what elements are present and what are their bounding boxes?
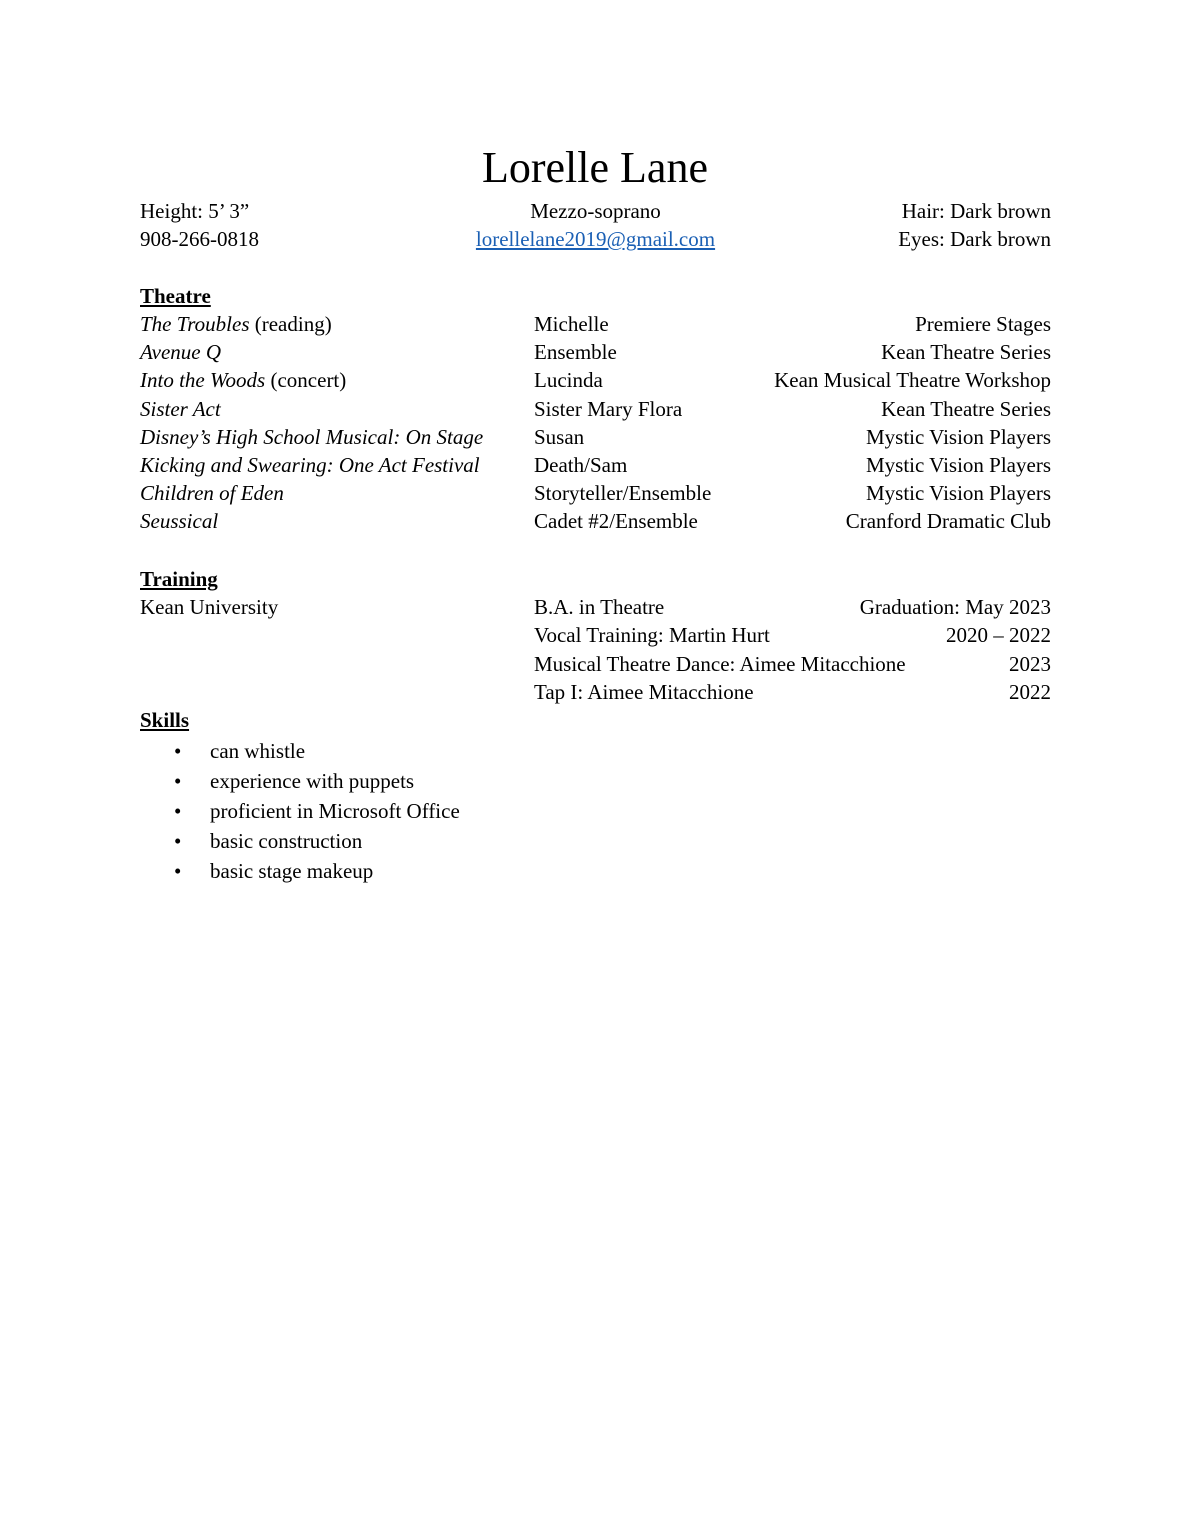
show-title-cell [140,366,346,394]
hair-text: Hair: Dark brown [901,199,1051,223]
phone-text: 908-266-0818 [140,227,259,251]
bullet-icon: • [174,859,182,883]
voice-type-text: Mezzo-soprano [530,199,661,223]
info-row-1 [140,197,1051,225]
role-cell: Lucinda [534,368,603,393]
date-cell: 2022 [1009,679,1051,704]
skill-item [140,736,460,766]
show-note: (concert) [265,368,347,393]
theatre-row [140,338,1051,366]
show-title-cell [140,310,332,338]
training-row [140,650,1051,678]
theatre-row [140,479,1051,507]
course-cell: Tap I: Aimee Mitacchione [534,679,754,704]
show-title: Avenue Q [140,340,222,365]
skills-list [140,736,460,886]
show-title-cell [140,451,480,479]
company-cell: Premiere Stages [915,312,1051,336]
role-cell: Storyteller/Ensemble [534,481,712,506]
skills-heading: Skills [140,708,190,732]
show-title: Seussical [140,509,219,534]
role-cell: Death/Sam [534,453,628,477]
info-row-2 [140,225,1051,253]
theatre-heading: Theatre [140,284,211,308]
theatre-row [140,366,1051,394]
show-title: Sister Act [140,396,221,421]
theatre-row [140,507,1051,535]
eyes-text: Eyes: Dark brown [898,227,1051,251]
date-cell: 2020 – 2022 [946,623,1051,648]
bullet-icon: • [174,769,182,793]
role-cell: Sister Mary Flora [534,396,683,421]
role-cell: Susan [534,424,585,449]
company-cell: Mystic Vision Players [865,453,1051,477]
company-cell: Kean Theatre Series [881,340,1051,365]
date-cell: 2023 [1009,651,1051,676]
company-cell: Mystic Vision Players [865,481,1051,506]
theatre-row [140,451,1051,479]
company-cell: Kean Musical Theatre Workshop [774,368,1051,393]
skill-text: can whistle [210,739,306,763]
skill-item [140,796,460,826]
theatre-row [140,395,1051,423]
skill-text: basic construction [210,829,363,853]
resume-name: Lorelle Lane [482,143,708,192]
company-cell: Mystic Vision Players [865,424,1051,449]
training-row [140,621,1051,649]
skill-item [140,826,460,856]
show-title: Kicking and Swearing: One Act Festival [140,453,480,477]
bullet-icon: • [174,739,182,763]
training-row [140,593,1051,621]
company-cell: Cranford Dramatic Club [845,509,1051,534]
course-cell: B.A. in Theatre [534,595,665,619]
theatre-row [140,310,1051,338]
date-cell: Graduation: May 2023 [859,595,1051,619]
email-link[interactable]: lorellelane2019@gmail.com [475,227,716,251]
height-text: Height: 5’ 3” [140,199,250,223]
show-title-cell [140,338,221,366]
role-cell: Cadet #2/Ensemble [534,509,698,534]
skill-text: proficient in Microsoft Office [210,799,460,823]
show-title-cell [140,479,284,507]
skill-item [140,766,460,796]
bullet-icon: • [174,799,182,823]
show-title: Into the Woods [140,368,266,393]
skill-text: basic stage makeup [210,859,374,883]
training-heading: Training [140,567,218,591]
skill-text: experience with puppets [210,769,415,793]
company-cell: Kean Theatre Series [881,396,1051,421]
show-title: Children of Eden [140,481,284,506]
course-cell: Musical Theatre Dance: Aimee Mitacchione [534,651,906,676]
course-cell: Vocal Training: Martin Hurt [534,623,770,648]
school-cell: Kean University [140,595,279,619]
show-title-cell [140,395,221,423]
show-title-cell [140,423,483,451]
skill-item [140,856,460,886]
show-title-cell [140,507,218,535]
theatre-row [140,423,1051,451]
role-cell: Michelle [534,312,609,336]
bullet-icon: • [174,829,182,853]
show-title: The Troubles [140,312,250,336]
show-note: (reading) [249,312,332,336]
role-cell: Ensemble [534,340,617,365]
training-row [140,678,1051,706]
show-title: Disney’s High School Musical: On Stage [140,424,484,449]
